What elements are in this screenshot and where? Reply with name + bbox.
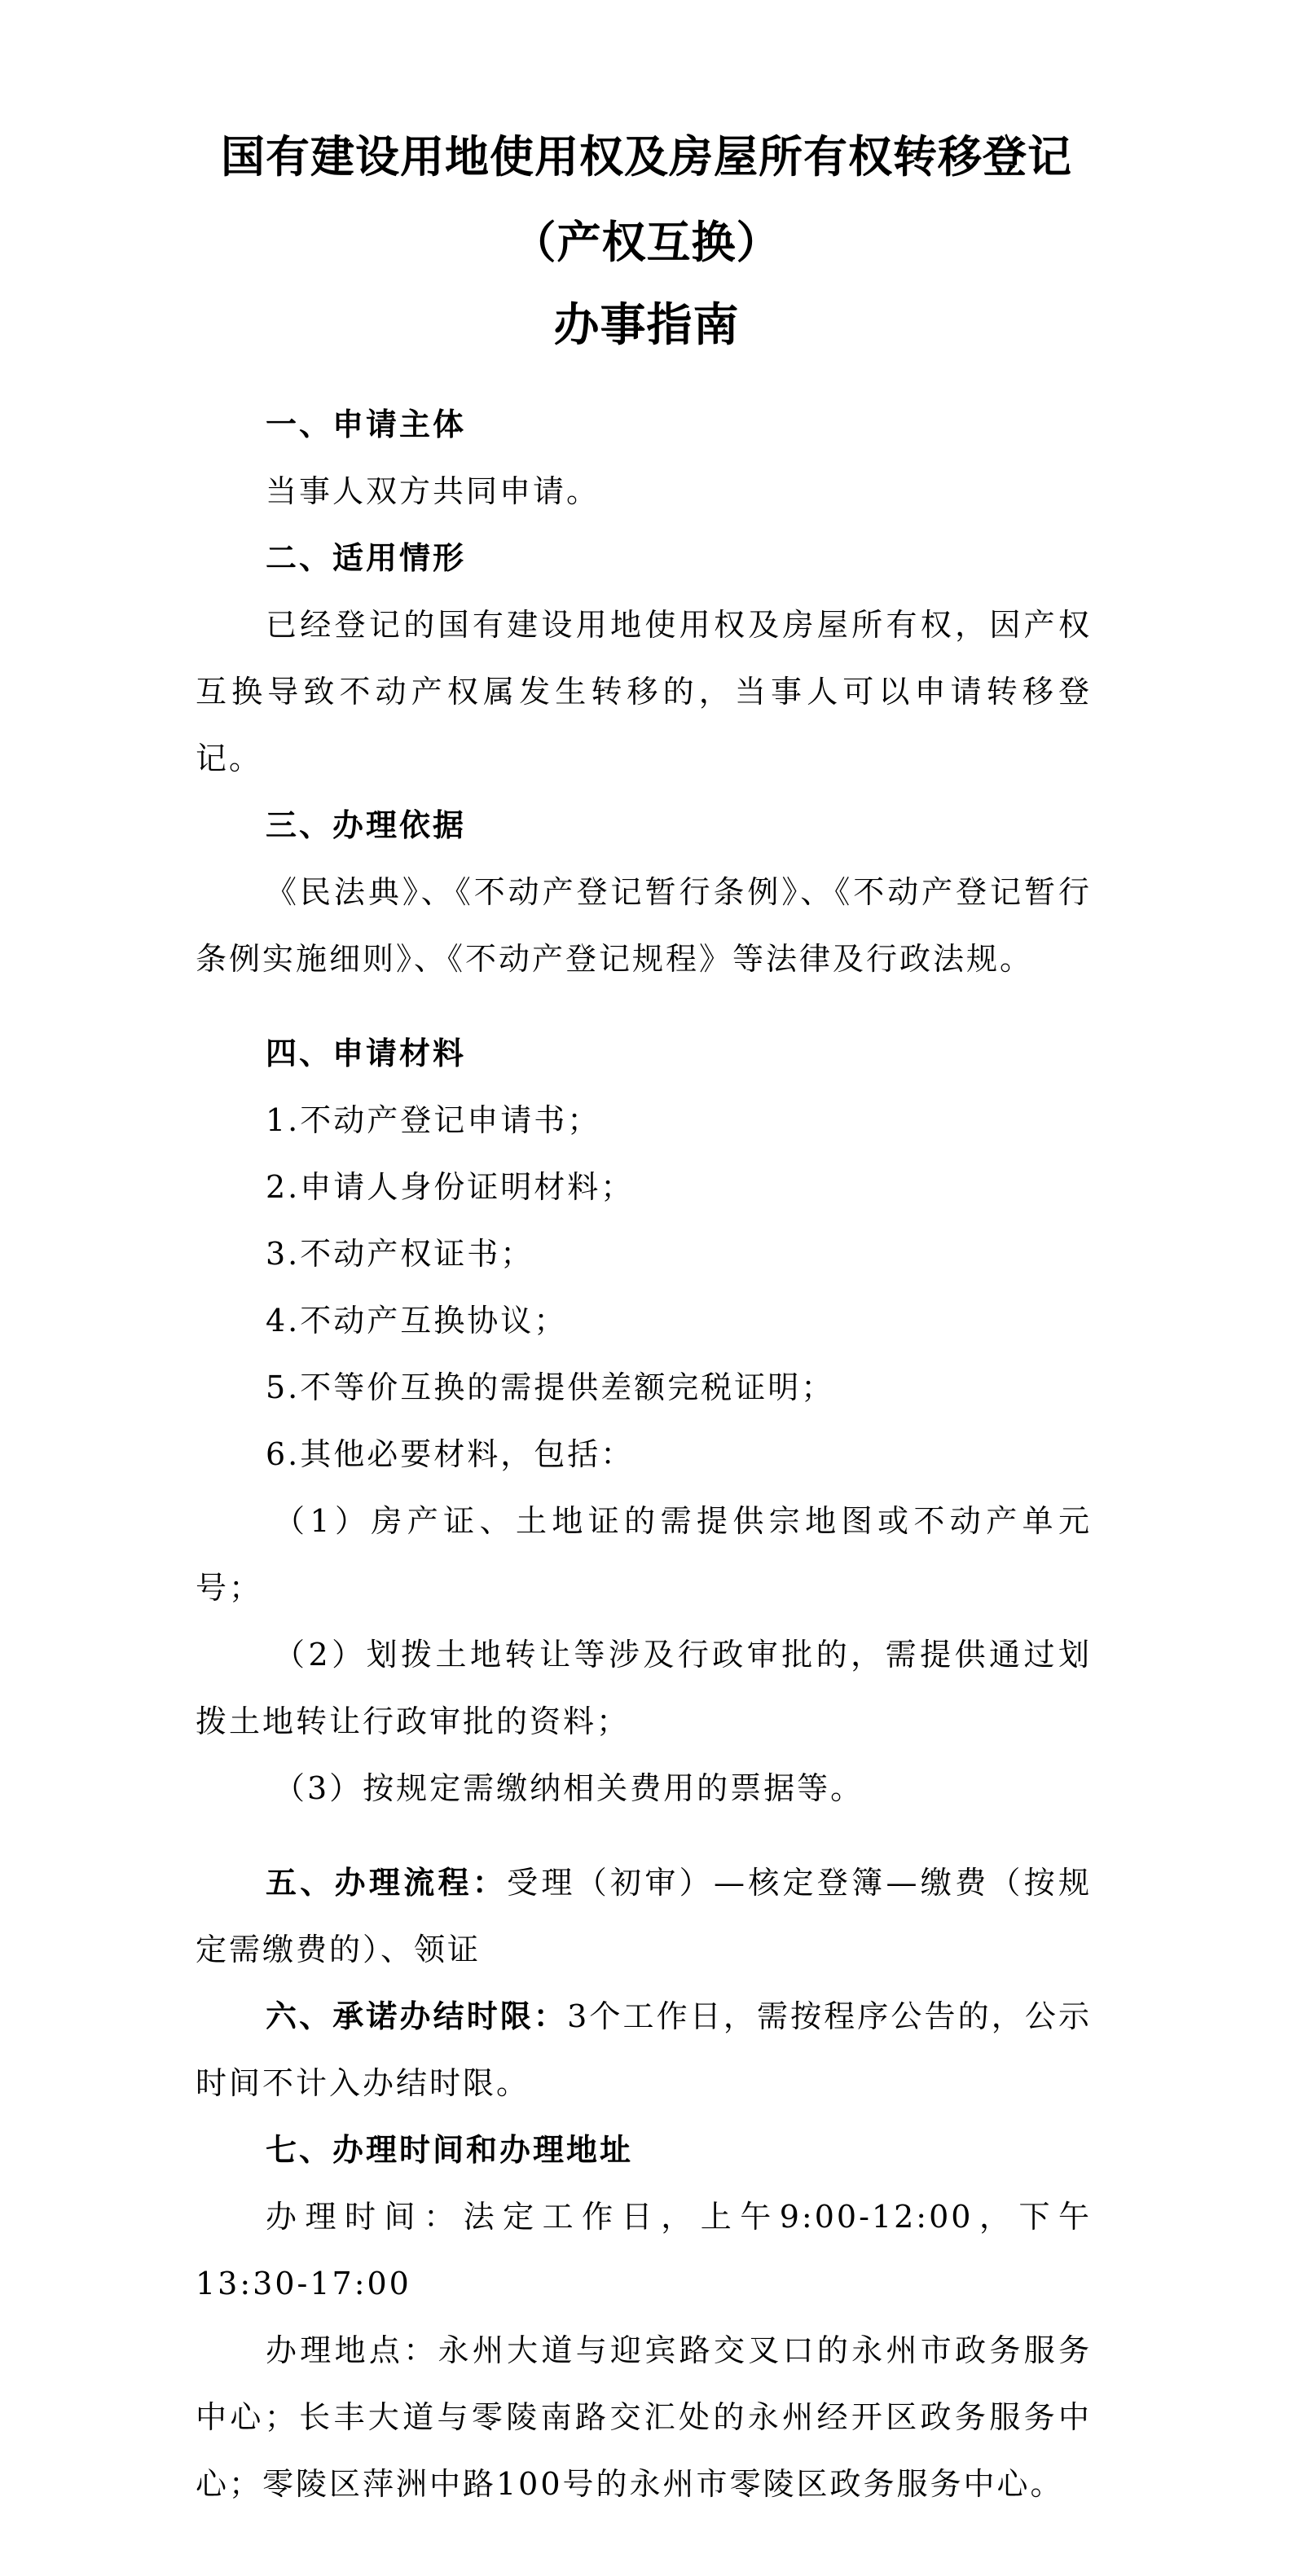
section-4-heading: 四、申请材料 <box>266 1035 467 1071</box>
section-5-text: 受理（初审）—核定登簿—缴费（按规定需缴费的）、领证 <box>196 1865 1092 1967</box>
material-item: 3.不动产权证书； <box>266 1236 534 1272</box>
section-5 <box>196 1849 1092 1983</box>
title-line-3: 办事指南 <box>553 299 740 352</box>
spacer <box>196 992 1092 1020</box>
spacer <box>196 1822 1092 1849</box>
section-6-text: 3个工作日，需按程序公告的，公示时间不计入办结时限。 <box>196 1998 1092 2101</box>
section-6-heading: 六、承诺办结时限： <box>266 1998 568 2034</box>
section-3-heading: 三、办理依据 <box>266 807 467 843</box>
title-line-1: 国有建设用地使用权及房屋所有权转移登记 <box>221 131 1072 182</box>
material-item: 1.不动产登记申请书； <box>266 1102 601 1138</box>
section-1-text: 当事人双方共同申请。 <box>266 473 600 509</box>
material-subitem: （2）划拨土地转让等涉及行政审批的，需提供通过划拨土地转让行政审批的资料； <box>196 1637 1092 1739</box>
section-7-heading: 七、办理时间和办理地址 <box>266 2132 634 2168</box>
section-5-heading: 五、办理流程： <box>266 1865 508 1901</box>
section-6 <box>196 1983 1092 2117</box>
document-body <box>196 391 1092 2517</box>
section-2-heading: 二、适用情形 <box>266 540 467 576</box>
material-item: 6.其他必要材料，包括： <box>266 1436 635 1472</box>
material-item: 4.不动产互换协议； <box>266 1303 568 1339</box>
material-item: 5.不等价互换的需提供差额完税证明； <box>266 1369 835 1405</box>
section-1-heading: 一、申请主体 <box>266 407 467 442</box>
section-2-text: 已经登记的国有建设用地使用权及房屋所有权，因产权互换导致不动产权属发生转移的，当事人可以申请转移登记。 <box>196 607 1092 776</box>
material-subitem: （1）房产证、土地证的需提供宗地图或不动产单元号； <box>196 1503 1092 1606</box>
office-hours: 办理时间：法定工作日，上午9:00-12:00，下午13:30-17:00 <box>196 2199 1092 2301</box>
office-address: 办理地点：永州大道与迎宾路交叉口的永州市政务服务中心；长丰大道与零陵南路交汇处的永州经开区政务服务中心；零陵区萍洲中路100号的永州市零陵区政务服务中心。 <box>196 2332 1092 2502</box>
section-3-text: 《民法典》、《不动产登记暂行条例》、《不动产登记暂行条例实施细则》、《不动产登记规程》等法律及行政法规。 <box>196 874 1092 977</box>
title-line-2: （产权互换） <box>512 217 781 268</box>
material-item: 2.申请人身份证明材料； <box>266 1169 635 1205</box>
material-subitem: （3）按规定需缴纳相关费用的票据等。 <box>274 1770 864 1806</box>
